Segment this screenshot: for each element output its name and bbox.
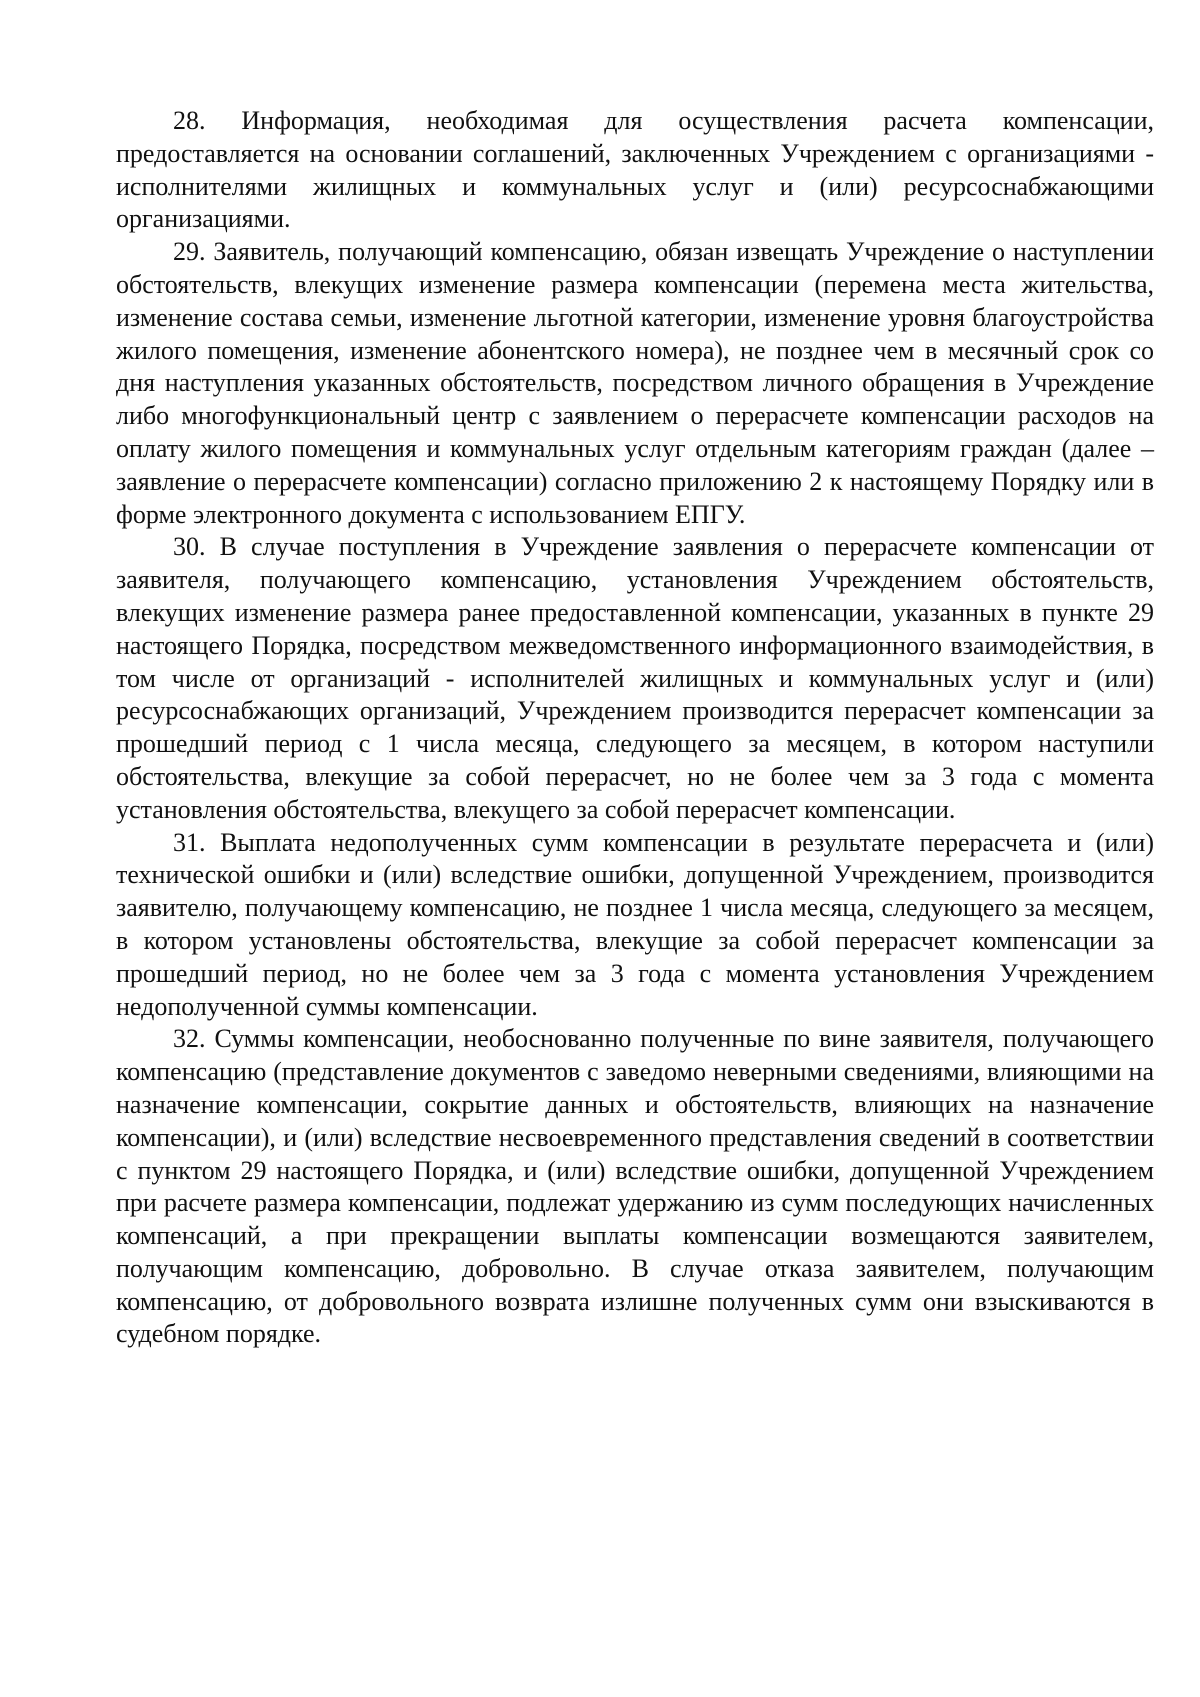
- paragraph-number: 29.: [173, 237, 206, 267]
- paragraph-text: Заявитель, получающий компенсацию, обязан извещать Учреждение о наступлении обстоятельств, влекущих изменение размера компенсации (перемена места жительства, изменение состава семьи, изменение льготной категории, изменение уровня благоустройства жилого помещения, изменение абонентского номера), не позднее чем в месячный срок со дня наступления указанных обстоятельств, посредством личного обращения в Учреждение либо многофункциональный центр с заявлением о перерасчете компенсации расходов на оплату жилого помещения и коммунальных услуг отдельным категориям граждан (далее – заявление о перерасчете компенсации) согласно приложению 2 к настоящему Порядку или в форме электронного документа с использованием ЕПГУ.: [116, 237, 1155, 529]
- paragraph-number: 28.: [173, 106, 206, 135]
- paragraph-28: [116, 105, 1154, 236]
- document-page: [116, 105, 1154, 1351]
- paragraph-text: Информация, необходимая для осуществления расчета компенсации, предоставляется на основании соглашений, заключенных Учреждением с организациями - исполнителями жилищных и коммунальных услуг и (или) ресурсоснабжающими организациями.: [116, 106, 1154, 234]
- paragraph-number: 31.: [173, 827, 206, 857]
- paragraph-32: [116, 1023, 1154, 1351]
- paragraph-text: Суммы компенсации, необоснованно полученные по вине заявителя, получающего компенсацию (представление документов с заведомо неверными сведениями, влияющими на назначение компенсации, сокрытие данных и обстоятельств, влияющих на назначение компенсации), и (или) вследствие несвоевременного представления сведений в соответствии с пунктом 29 настоящего Порядка, и (или) вследствие ошибки, допущенной Учреждением при расчете размера компенсации, подлежат удержанию из сумм последующих начисленных компенсаций, а при прекращении выплаты компенсации возмещаются заявителем, получающим компенсацию, добровольно. В случае отказа заявителем, получающим компенсацию, от добровольного возврата излишне полученных сумм они взыскиваются в судебном порядке.: [116, 1024, 1155, 1349]
- paragraph-text: Выплата недополученных сумм компенсации в результате перерасчета и (или) технической ошибки и (или) вследствие ошибки, допущенной Учреждением, производится заявителю, получающему компенсацию, не позднее 1 числа месяца, следующего за месяцем, в котором установлены обстоятельства, влекущие за собой перерасчет компенсации за прошедший период, но не более чем за 3 года с момента установления Учреждением недополученной суммы компенсации.: [116, 827, 1155, 1021]
- paragraph-number: 32.: [173, 1024, 206, 1054]
- paragraph-29: [116, 236, 1154, 531]
- paragraph-text: В случае поступления в Учреждение заявления о перерасчете компенсации от заявителя, получающего компенсацию, установления Учреждением обстоятельств, влекущих изменение размера ранее предоставленной компенсации, указанных в пункте 29 настоящего Порядка, посредством межведомственного информационного взаимодействия, в том числе от организаций - исполнителей жилищных и коммунальных услуг и (или) ресурсоснабжающих организаций, Учреждением производится перерасчет компенсации за прошедший период с 1 числа месяца, следующего за месяцем, в котором наступили обстоятельства, влекущие за собой перерасчет, но не более чем за 3 года с момента установления обстоятельства, влекущего за собой перерасчет компенсации.: [116, 532, 1155, 824]
- paragraph-number: 30.: [173, 532, 206, 562]
- paragraph-30: [116, 531, 1154, 826]
- paragraph-31: [116, 827, 1154, 1024]
